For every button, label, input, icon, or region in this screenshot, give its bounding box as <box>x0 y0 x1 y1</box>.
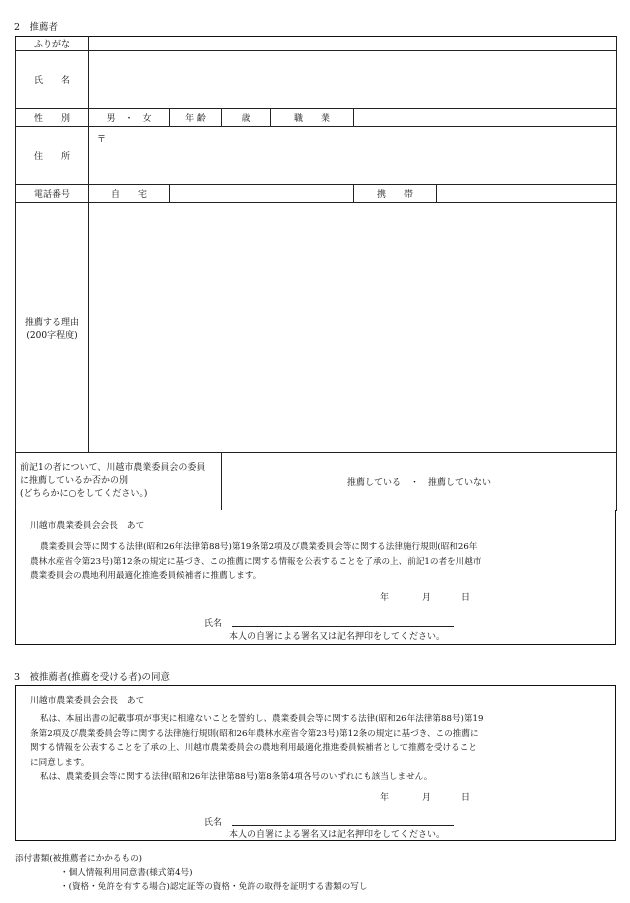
date-day: 日 <box>461 593 471 603</box>
consent-line3: 関する情報を公表することを了承の上、川越市農業委員会の農地利用最適化推進委員候補者として推薦を受けること <box>30 743 477 754</box>
consent-line1: 私は、本届出書の記載事項が事実に相違ないことを誓約し、農業委員会等に関する法律(昭和26年法律第88号)第19 <box>40 714 484 724</box>
reason-sub: (200字程度) <box>26 330 78 341</box>
declaration-addressee: 川越市農業委員会会長 あて <box>30 521 145 531</box>
gender-options[interactable]: 男 ・ 女 <box>89 109 170 127</box>
question-cell <box>16 453 222 511</box>
section3-heading: 3 被推薦者(推薦を受ける者)の同意 <box>14 672 170 683</box>
address-label: 住 所 <box>16 127 89 185</box>
signature-note: 本人の自署による署名又は記名押印をしてください。 <box>229 632 446 642</box>
reason-label: 推薦する理由 <box>24 317 79 328</box>
name-label: 氏 名 <box>16 51 89 109</box>
consent-date-year: 年 <box>380 793 390 803</box>
gender-label: 性 別 <box>16 109 89 127</box>
declaration-line3: 農業委員会の農地利用最適化推進委員候補者に推薦します。 <box>30 571 262 582</box>
occupation-field[interactable] <box>354 109 617 127</box>
question-line2: に推薦しているか否かの別 <box>20 476 129 486</box>
age-unit[interactable]: 歳 <box>222 109 271 127</box>
recommender-declaration <box>15 510 616 645</box>
consent-date-month: 月 <box>422 793 432 803</box>
declaration-body <box>30 540 610 584</box>
question-options[interactable]: 推薦している ・ 推薦していない <box>222 453 617 511</box>
attachment-item-2: ・(資格・免許を有する場合)認定証等の資格・免許の取得を証明する書類の写し <box>60 882 368 892</box>
consent-line5: 私は、農業委員会等に関する法律(昭和26年法律第88号)第8条第4項各号のいずれにも該当しません。 <box>40 772 433 783</box>
phone-label: 電話番号 <box>16 185 89 203</box>
consent-date-day: 日 <box>461 793 471 803</box>
signature-line[interactable] <box>232 614 454 627</box>
declaration-line2: 農林水産省令第23号)第12条の規定に基づき、この推薦に関する情報を公表することを了承の上、前記1の者を川越市 <box>30 556 482 567</box>
consent-line4: に同意します。 <box>30 757 90 768</box>
date-year: 年 <box>380 593 390 603</box>
reason-label-cell <box>16 203 89 453</box>
home-label: 自 宅 <box>89 185 170 203</box>
question-line1: 前記1の者について、川越市農業委員会の委員 <box>20 463 206 473</box>
consent-signature-note: 本人の自署による署名又は記名押印をしてください。 <box>229 830 446 840</box>
furigana-label: ふりがな <box>16 37 89 51</box>
occupation-label: 職 業 <box>271 109 354 127</box>
name-field[interactable] <box>89 51 617 109</box>
age-label: 年 齢 <box>170 109 222 127</box>
consent-signature-label: 氏名 <box>204 818 223 828</box>
consent-signature-line[interactable] <box>232 813 454 826</box>
consent-addressee: 川越市農業委員会会長 あて <box>30 696 145 706</box>
consent-body <box>30 712 610 785</box>
date-month: 月 <box>422 593 432 603</box>
furigana-field[interactable] <box>89 37 617 51</box>
address-field[interactable] <box>89 127 617 185</box>
reason-field[interactable] <box>89 203 617 453</box>
mobile-label: 携 帯 <box>354 185 437 203</box>
attachments-heading: 添付書類(被推薦者にかかるもの) <box>15 854 143 864</box>
home-phone-field[interactable] <box>170 185 354 203</box>
question-line3: (どちらかに○をしてください。) <box>20 489 148 499</box>
consent-box <box>15 685 616 841</box>
recommender-table <box>15 36 617 511</box>
signature-label: 氏名 <box>204 619 223 629</box>
consent-line2: 条第2項及び農業委員会等に関する法律施行規則(昭和26年農林水産省令第23号)第12条の規定に基づき、この推薦に <box>30 728 479 739</box>
declaration-line1: 農業委員会等に関する法律(昭和26年法律第88号)第19条第2項及び農業委員会等に関する法律施行規則(昭和26年 <box>40 542 478 552</box>
section2-heading: 2 推薦者 <box>14 22 59 33</box>
postal-mark: 〒 <box>97 135 107 145</box>
mobile-phone-field[interactable] <box>437 185 617 203</box>
attachment-item-1: ・個人情報利用同意書(様式第4号) <box>60 868 193 878</box>
